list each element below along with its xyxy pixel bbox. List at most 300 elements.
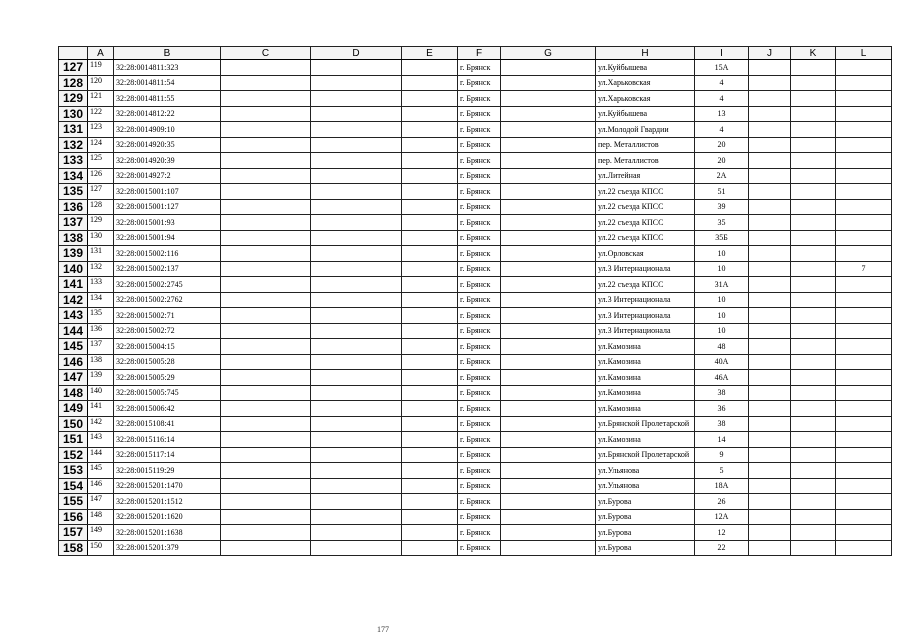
cell-d [311,215,402,231]
cell-e [402,199,458,215]
cell-d [311,478,402,494]
cell-c [221,75,311,91]
cell-a: 139 [88,370,114,386]
cell-i: 38 [695,416,749,432]
table-row [59,91,892,107]
row-number: 137 [59,215,88,231]
cell-b: 32:28:0015117:14 [114,447,221,463]
row-number: 144 [59,323,88,339]
cell-j [749,184,791,200]
cell-d [311,401,402,417]
cell-j [749,339,791,355]
cell-e [402,339,458,355]
column-header-a: A [88,47,114,60]
row-number: 133 [59,153,88,169]
cell-b: 32:28:0014811:55 [114,91,221,107]
table-row [59,416,892,432]
cell-e [402,215,458,231]
cell-j [749,292,791,308]
row-number: 127 [59,60,88,76]
cell-l [836,153,892,169]
cell-l [836,215,892,231]
cell-g [501,153,596,169]
cell-d [311,277,402,293]
cell-f: г. Брянск [458,184,501,200]
cell-h: ул.Камозина [596,354,695,370]
cell-a: 143 [88,432,114,448]
spreadsheet-table [58,46,892,556]
cell-b: 32:28:0015002:71 [114,308,221,324]
column-header-b: B [114,47,221,60]
cell-a: 126 [88,168,114,184]
table-row [59,137,892,153]
cell-a: 142 [88,416,114,432]
cell-k [791,230,836,246]
table-row [59,401,892,417]
column-header-e: E [402,47,458,60]
column-header-h: H [596,47,695,60]
cell-a: 125 [88,153,114,169]
cell-h: ул.Харьковская [596,91,695,107]
cell-e [402,261,458,277]
cell-k [791,308,836,324]
cell-b: 32:28:0014811:54 [114,75,221,91]
cell-i: 10 [695,246,749,262]
row-number: 157 [59,525,88,541]
cell-f: г. Брянск [458,354,501,370]
cell-l [836,122,892,138]
cell-i: 38 [695,385,749,401]
table-row [59,354,892,370]
cell-g [501,199,596,215]
cell-j [749,168,791,184]
cell-e [402,385,458,401]
cell-h: ул.Бурова [596,494,695,510]
cell-l: 7 [836,261,892,277]
cell-b: 32:28:0014909:10 [114,122,221,138]
row-number: 150 [59,416,88,432]
cell-k [791,416,836,432]
cell-d [311,385,402,401]
cell-l [836,137,892,153]
cell-j [749,463,791,479]
cell-k [791,509,836,525]
cell-i: 5 [695,463,749,479]
cell-d [311,416,402,432]
cell-d [311,106,402,122]
cell-a: 120 [88,75,114,91]
cell-i: 36 [695,401,749,417]
cell-g [501,339,596,355]
column-header-l: L [836,47,892,60]
cell-i: 4 [695,122,749,138]
cell-a: 130 [88,230,114,246]
cell-i: 22 [695,540,749,556]
cell-b: 32:28:0015116:14 [114,432,221,448]
column-header-c: C [221,47,311,60]
cell-c [221,122,311,138]
table-row [59,540,892,556]
cell-j [749,494,791,510]
cell-e [402,370,458,386]
cell-h: ул.3 Интернационала [596,292,695,308]
cell-h: ул.3 Интернационала [596,261,695,277]
cell-h: ул.Брянской Пролетарской [596,447,695,463]
cell-c [221,184,311,200]
cell-h: ул.22 съезда КПСС [596,184,695,200]
cell-h: ул.Бурова [596,525,695,541]
row-number: 141 [59,277,88,293]
cell-g [501,540,596,556]
cell-g [501,122,596,138]
cell-d [311,60,402,76]
cell-e [402,106,458,122]
cell-g [501,525,596,541]
cell-c [221,478,311,494]
cell-c [221,60,311,76]
cell-k [791,494,836,510]
cell-j [749,509,791,525]
cell-i: 15А [695,60,749,76]
cell-h: ул.Камозина [596,401,695,417]
cell-f: г. Брянск [458,122,501,138]
cell-h: ул.Камозина [596,385,695,401]
cell-b: 32:28:0014920:39 [114,153,221,169]
cell-f: г. Брянск [458,91,501,107]
cell-h: ул.Камозина [596,370,695,386]
cell-j [749,416,791,432]
cell-i: 35Б [695,230,749,246]
cell-g [501,478,596,494]
cell-d [311,137,402,153]
cell-g [501,168,596,184]
cell-a: 122 [88,106,114,122]
cell-e [402,168,458,184]
cell-f: г. Брянск [458,246,501,262]
cell-j [749,246,791,262]
cell-h: ул.Брянской Пролетарской [596,416,695,432]
cell-f: г. Брянск [458,401,501,417]
cell-f: г. Брянск [458,60,501,76]
cell-i: 20 [695,137,749,153]
cell-e [402,137,458,153]
cell-l [836,106,892,122]
cell-k [791,184,836,200]
column-header-j: J [749,47,791,60]
cell-i: 46А [695,370,749,386]
cell-l [836,277,892,293]
cell-e [402,401,458,417]
cell-a: 119 [88,60,114,76]
cell-i: 35 [695,215,749,231]
cell-j [749,432,791,448]
cell-j [749,153,791,169]
cell-c [221,215,311,231]
cell-e [402,153,458,169]
cell-b: 32:28:0015001:93 [114,215,221,231]
cell-k [791,60,836,76]
cell-f: г. Брянск [458,525,501,541]
row-number: 153 [59,463,88,479]
cell-f: г. Брянск [458,478,501,494]
cell-f: г. Брянск [458,137,501,153]
cell-h: ул.Молодой Гвардии [596,122,695,138]
table-row [59,478,892,494]
cell-g [501,308,596,324]
table-row [59,261,892,277]
table-row [59,277,892,293]
cell-e [402,60,458,76]
cell-e [402,122,458,138]
cell-c [221,261,311,277]
cell-g [501,385,596,401]
cell-g [501,354,596,370]
row-number: 132 [59,137,88,153]
cell-j [749,370,791,386]
cell-c [221,416,311,432]
cell-e [402,432,458,448]
cell-d [311,308,402,324]
cell-h: ул.Харьковская [596,75,695,91]
cell-k [791,122,836,138]
cell-e [402,91,458,107]
cell-i: 20 [695,153,749,169]
cell-e [402,323,458,339]
cell-c [221,277,311,293]
cell-k [791,292,836,308]
cell-d [311,199,402,215]
row-number: 145 [59,339,88,355]
cell-h: ул.22 съезда КПСС [596,215,695,231]
cell-a: 145 [88,463,114,479]
cell-h: ул.Орловская [596,246,695,262]
row-number: 130 [59,106,88,122]
cell-i: 18А [695,478,749,494]
cell-e [402,277,458,293]
cell-g [501,137,596,153]
cell-h: ул.3 Интернационала [596,323,695,339]
table-row [59,122,892,138]
cell-i: 2А [695,168,749,184]
cell-d [311,339,402,355]
row-number: 131 [59,122,88,138]
cell-k [791,75,836,91]
cell-d [311,246,402,262]
cell-l [836,184,892,200]
cell-a: 137 [88,339,114,355]
row-number: 143 [59,308,88,324]
cell-k [791,168,836,184]
cell-c [221,432,311,448]
cell-a: 150 [88,540,114,556]
cell-h: пер. Металлистов [596,153,695,169]
cell-l [836,432,892,448]
table-row [59,370,892,386]
cell-a: 127 [88,184,114,200]
cell-c [221,494,311,510]
cell-f: г. Брянск [458,215,501,231]
row-number: 128 [59,75,88,91]
cell-g [501,106,596,122]
cell-d [311,540,402,556]
cell-c [221,525,311,541]
cell-a: 135 [88,308,114,324]
cell-a: 141 [88,401,114,417]
cell-d [311,122,402,138]
cell-a: 147 [88,494,114,510]
cell-b: 32:28:0015001:107 [114,184,221,200]
cell-k [791,246,836,262]
cell-l [836,246,892,262]
cell-c [221,509,311,525]
cell-a: 124 [88,137,114,153]
cell-k [791,91,836,107]
cell-g [501,261,596,277]
cell-d [311,292,402,308]
cell-b: 32:28:0015201:1512 [114,494,221,510]
cell-a: 136 [88,323,114,339]
cell-e [402,230,458,246]
cell-l [836,75,892,91]
cell-c [221,106,311,122]
column-header-f: F [458,47,501,60]
cell-i: 10 [695,308,749,324]
cell-k [791,199,836,215]
cell-b: 32:28:0015201:379 [114,540,221,556]
cell-f: г. Брянск [458,416,501,432]
cell-c [221,308,311,324]
cell-i: 12 [695,525,749,541]
cell-j [749,137,791,153]
cell-e [402,478,458,494]
page-number-mark: 177 [377,625,389,634]
cell-j [749,540,791,556]
cell-l [836,494,892,510]
cell-e [402,292,458,308]
cell-f: г. Брянск [458,168,501,184]
table-row [59,463,892,479]
cell-l [836,354,892,370]
cell-f: г. Брянск [458,463,501,479]
cell-b: 32:28:0015002:137 [114,261,221,277]
cell-d [311,354,402,370]
cell-j [749,122,791,138]
cell-b: 32:28:0015108:41 [114,416,221,432]
cell-i: 26 [695,494,749,510]
cell-h: пер. Металлистов [596,137,695,153]
cell-f: г. Брянск [458,432,501,448]
cell-g [501,463,596,479]
row-number: 129 [59,91,88,107]
table-row [59,385,892,401]
table-row [59,525,892,541]
column-header-d: D [311,47,402,60]
table-row [59,106,892,122]
cell-g [501,277,596,293]
cell-d [311,230,402,246]
cell-d [311,463,402,479]
cell-b: 32:28:0015001:94 [114,230,221,246]
column-header-row [59,47,892,60]
cell-h: ул.Ульянова [596,463,695,479]
cell-g [501,447,596,463]
cell-b: 32:28:0014811:323 [114,60,221,76]
cell-d [311,91,402,107]
table-row [59,199,892,215]
cell-g [501,323,596,339]
cell-l [836,447,892,463]
cell-e [402,540,458,556]
cell-c [221,199,311,215]
cell-c [221,463,311,479]
cell-d [311,323,402,339]
cell-j [749,447,791,463]
row-number: 152 [59,447,88,463]
row-number: 155 [59,494,88,510]
cell-f: г. Брянск [458,494,501,510]
row-number: 151 [59,432,88,448]
cell-d [311,184,402,200]
cell-k [791,153,836,169]
cell-c [221,323,311,339]
cell-a: 148 [88,509,114,525]
cell-k [791,463,836,479]
cell-a: 133 [88,277,114,293]
cell-c [221,246,311,262]
cell-f: г. Брянск [458,323,501,339]
cell-j [749,525,791,541]
cell-l [836,323,892,339]
cell-d [311,261,402,277]
column-header-g: G [501,47,596,60]
cell-c [221,354,311,370]
cell-b: 32:28:0015002:2745 [114,277,221,293]
cell-d [311,370,402,386]
cell-l [836,478,892,494]
cell-f: г. Брянск [458,339,501,355]
cell-j [749,106,791,122]
cell-b: 32:28:0015119:29 [114,463,221,479]
table-row [59,184,892,200]
cell-d [311,525,402,541]
cell-c [221,540,311,556]
cell-e [402,308,458,324]
cell-g [501,416,596,432]
cell-h: ул.Камозина [596,339,695,355]
cell-j [749,215,791,231]
cell-b: 32:28:0015005:745 [114,385,221,401]
cell-b: 32:28:0015004:15 [114,339,221,355]
table-row [59,60,892,76]
cell-l [836,416,892,432]
cell-l [836,509,892,525]
cell-g [501,370,596,386]
cell-j [749,385,791,401]
cell-e [402,416,458,432]
cell-i: 48 [695,339,749,355]
cell-j [749,308,791,324]
cell-a: 132 [88,261,114,277]
table-row [59,494,892,510]
cell-l [836,401,892,417]
cell-a: 134 [88,292,114,308]
row-number: 135 [59,184,88,200]
cell-c [221,230,311,246]
cell-l [836,525,892,541]
cell-g [501,230,596,246]
cell-l [836,308,892,324]
cell-i: 12А [695,509,749,525]
